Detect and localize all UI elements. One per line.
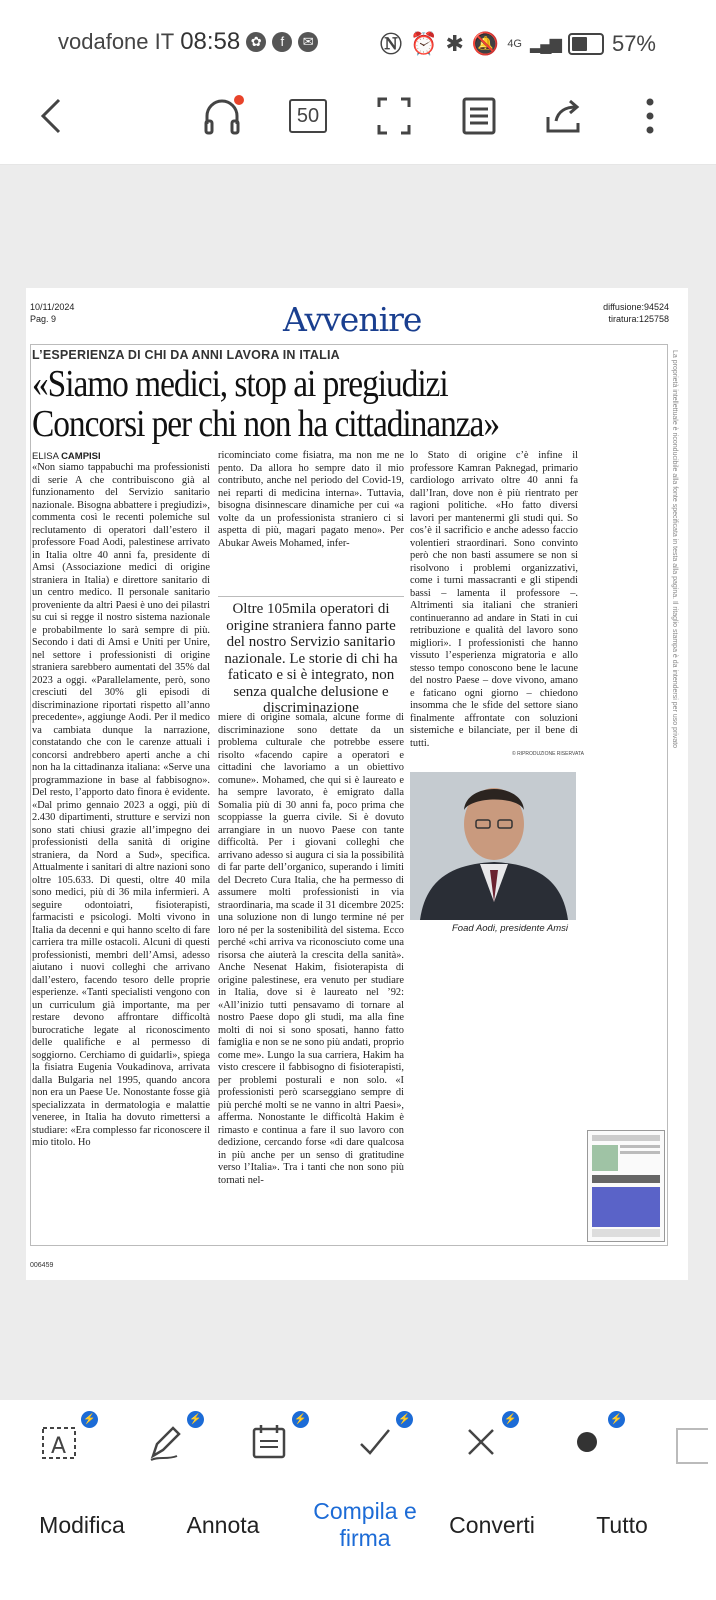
byline-last: CAMPISI bbox=[61, 451, 101, 462]
status-bar bbox=[0, 0, 716, 70]
publication-logo bbox=[283, 300, 421, 339]
page-count-button[interactable] bbox=[284, 92, 332, 140]
mute-icon: 🔕 bbox=[471, 30, 500, 56]
premium-badge-icon: ⚡ bbox=[81, 1411, 98, 1428]
article-column-2a bbox=[218, 450, 404, 586]
bluetooth-icon: ✱ bbox=[445, 30, 464, 56]
svg-text:A: A bbox=[51, 1434, 67, 1459]
column-2a-text: ricominciato come fisiatra, ma non me ne pento. Da allora ho sempre dato il mio contributo, anche nel periodo del Covid-19, nei reparti di medicina interna». Tuttavia, bisogna disinnescare dinamiche per cui «a volte da un professionista straniero ci si aspetta di più, magari pagato meno». Per Abukar Aweis Mohamed, infer- bbox=[218, 450, 404, 549]
share-icon[interactable] bbox=[540, 92, 588, 140]
doc-page: Pag. 9 bbox=[30, 314, 57, 324]
tool-label-compila-e-firma[interactable]: Compila e firma bbox=[313, 1498, 417, 1551]
column-2b-text: miere di origine somala, alcune forme di discriminazione sono dettate da un problema culturale che potrebbe essere risolto «facendo capire a operatori e cittadini che lavoriamo a un obiettivo comune». Mohamed, che qui si è laureato e ha sempre lavorato, è emigrato dalla Somalia più di 30 anni fa, poco prima che scoppiasse la guerra civile. Si è dovuto arrangiare in un nuovo Paese con tante difficoltà. Per i giovani colleghi che arrivano adesso si augura ci sia la possibilità di far parte dell’organico, superando i limiti del Decreto Cura Italia, che ha permesso di assumere molti professionisti in via straordinaria, ma scade il 31 dicembre 2025: una soluzione non di lungo termine né per loro né per la sostenibilità del sistema. Ecco perché «chi arriva va riconosciuto come una risorsa che aiuterà la crescita della sanità». Anche Nesenat Hakim, fisioterapista di origine palestinese, era venuto per studiare in Italia, dove si è laureato nel ’92: «All’inizio tutti pensavamo di tornare al nostro Paese dopo gli studi, ma alla fine molti di noi si sono sposati, hanno fatto famiglia e non se ne sono più andati, proprio come me». Lungo la sua carriera, Hakim ha visto crescere il fabbisogno di fisioterapisti, per problemi posturali e non solo. «I professionisti però scarseggiano sempre di più perché molti se ne vanno in altri Paesi», afferma. Nonostante le difficoltà Hakim è rimasto e continua a fare il suo lavoro con dedizione, cercando forse «di dare qualcosa in più anche per un senso di gratitudine verso l’Italia». Tra i tanti che non sono più tornati nel- bbox=[218, 712, 404, 1186]
top-toolbar bbox=[0, 70, 716, 165]
document-code: 006459 bbox=[30, 1262, 54, 1269]
status-right bbox=[380, 28, 656, 59]
article-column-3 bbox=[410, 450, 578, 748]
premium-badge-icon: ⚡ bbox=[608, 1411, 625, 1428]
more-vert-icon[interactable] bbox=[626, 92, 674, 140]
diffusione: diffusione:94524 bbox=[603, 302, 669, 312]
tool-label-converti[interactable]: Converti bbox=[449, 1512, 535, 1538]
article-column-2b bbox=[218, 712, 404, 1242]
headphones-icon[interactable] bbox=[198, 92, 246, 140]
article-byline bbox=[32, 451, 101, 462]
tool-label-tutto[interactable]: Tutto bbox=[596, 1512, 648, 1538]
battery-icon bbox=[568, 33, 604, 55]
reader-mode-icon[interactable] bbox=[455, 92, 503, 140]
nfc-icon: Ⓝ bbox=[380, 32, 403, 57]
premium-badge-icon: ⚡ bbox=[502, 1411, 519, 1428]
page-count-label: 50 bbox=[289, 99, 327, 133]
pull-quote: Oltre 105mila operatori di origine straniera fanno parte del nostro Servizio sanitario nazionale. Le storie di chi ha faticato e si è integrato, non senza qualche delusione e discriminazione bbox=[218, 596, 404, 717]
scroll-more-indicator[interactable] bbox=[676, 1428, 708, 1464]
lotus-icon: ✿ bbox=[246, 32, 266, 52]
clock: 08:58 bbox=[180, 28, 241, 55]
back-arrow-icon[interactable] bbox=[28, 92, 76, 140]
photo-caption: Foad Aodi, presidente Amsi bbox=[452, 923, 568, 934]
checkmark-icon[interactable] bbox=[350, 1417, 400, 1467]
article-kicker: L’ESPERIENZA DI CHI DA ANNI LAVORA IN ITALIA bbox=[32, 348, 340, 362]
side-disclaimer bbox=[664, 350, 682, 1010]
alarm-icon: ⏰ bbox=[410, 30, 438, 56]
signal-icon: ▂▄▆ bbox=[530, 35, 560, 53]
facebook-icon: f bbox=[272, 32, 292, 52]
tool-label-modifica[interactable]: Modifica bbox=[39, 1512, 125, 1538]
article-column-1 bbox=[32, 462, 210, 1240]
fill-sign-icon[interactable] bbox=[244, 1417, 294, 1467]
status-left bbox=[58, 28, 318, 56]
publication-name: Avvenire bbox=[283, 300, 422, 339]
column-3-text: lo Stato di origine c’è infine il professore Kamran Paknegad, primario cardiologo arrivato oltre 40 anni fa dall’Iran, dove non è più rientrato per ragioni politiche. «Ho fatto diversi lavori per mantenermi gli studi qui. So cos’è il sacrificio e anche adesso faccio volentieri straordinari. Sono convinto però che non basti assumere se non si risolvono i problemi organizzativi, come i turni massacranti e gli stipendi bassi – lamenta il professore –. Altrimenti sia italiani che stranieri continueranno ad andare in Stati in cui retribuzione e qualità del lavoro sono migliori». I professionisti che hanno vissuto l’esperienza migratoria e allo stesso tempo conoscono bene le lacune del nostro Paese – dove vivono, amano e faticano ogni giorno – chiedono insomma che le sfide del settore siano finalmente affrontate con soluzioni sistemiche e bilanciate, per il bene di tutti. bbox=[410, 450, 578, 748]
fullscreen-icon[interactable] bbox=[370, 92, 418, 140]
premium-badge-icon: ⚡ bbox=[187, 1411, 204, 1428]
network-type: 4G bbox=[507, 37, 522, 50]
app-notification-icon: ✉ bbox=[298, 32, 318, 52]
carrier-label: vodafone IT bbox=[58, 29, 175, 54]
page-thumbnail[interactable] bbox=[587, 1130, 665, 1242]
copyright-note: © RIPRODUZIONE RISERVATA bbox=[512, 751, 584, 757]
article-headline: «Siamo medici, stop ai pregiudizi Concorsi per chi non ha cittadinanza» bbox=[32, 363, 500, 445]
tiratura: tiratura:125758 bbox=[608, 314, 669, 324]
portrait-photo bbox=[410, 772, 576, 920]
cross-icon[interactable] bbox=[456, 1417, 506, 1467]
doc-date: 10/11/2024 bbox=[30, 302, 75, 312]
battery-percent: 57% bbox=[611, 30, 656, 56]
edit-text-icon[interactable] bbox=[34, 1417, 84, 1467]
tool-label-annota[interactable]: Annota bbox=[186, 1512, 260, 1538]
annotate-pen-icon[interactable] bbox=[142, 1417, 192, 1467]
column-1-text: «Non siamo tappabuchi ma professionisti di serie A che contribuiscono già al funzionamento del Servizio sanitario nazionale. Bisogna abbattere i pregiudizi», commenta così le recenti polemiche sul reclutamento di operatori dall’estero il professore Foad Aodi, palestinese arrivato in Italia oltre 40 anni fa, presidente di Amsi (Associazione medici di origine straniera in Italia) e direttore sanitario di un centro medico. Il personale sanitario proveniente da altri Paesi è uno dei pilastri su cui si regge il nostro sistema nazionale e probabilmente lo sarà sempre di più. Secondo i dati di Amsi e Uniti per Unire, nel settore i professionisti di origine straniera sarebbero aumentati del 35% dal 2023 a oggi. «Parallelamente, però, sono cresciuti del 30% gli episodi di discriminazione riportati rispetto all’anno precedente», aggiunge Aodi. Per il medico va cambiata dunque la narrazione, constatando che con le carenze attuali i concorsi andrebbero aperti anche a chi non ha la cittadinanza italiana: «Serve una programmazione in base al fabbisogno». Del resto, l’apporto dato finora è evidente. «Dal primo gennaio 2023 a oggi, più di 2.430 dipartimenti, strutture e servizi non sono stati chiusi grazie all’impegno dei professionisti della sanità di origine straniera, da Nord a Sud», specifica. Attualmente i sanitari di altre nazioni sono oltre 105.633. Di questi, oltre 40 mila sono medici, più di 36 mila infermieri. A seguire odontoiatri, fisioterapisti, farmacisti e psicologi. Molti vivono in Italia da decenni e qui hanno scelto di fare carriera tra mille ostacoli. Alcuni di questi professionisti, membri dell’Amsi, adesso aiutano i nuovi colleghi che arrivano dall’estero, facendo tesoro delle proprie esperienze. «Tanti specialisti vengono con un curriculum già importante, ma per restare devono affrontare difficoltà burocratiche legate al riconoscimento delle qualifiche e al permesso di soggiorno. Cerchiamo di guidarli», spiega la fisiatra Eugenia Voukadinova, arrivata dalla Bulgaria nel 1995, quando ancora non era un Paese Ue. Nonostante fosse già specializzata in dermatologia e malattie veneree, in Italia ha dovuto rimettersi a studiare: «Era complesso far riconoscere il mio titolo. Ho bbox=[32, 462, 210, 1148]
side-disclaimer-text: La proprietà intellettuale è riconducibile alla fonte specificata in testa alla pagina. Il ritaglio stampa è da intendersi per uso privato bbox=[671, 350, 678, 749]
premium-badge-icon: ⚡ bbox=[396, 1411, 413, 1428]
byline-first: ELISA bbox=[32, 451, 59, 462]
premium-badge-icon: ⚡ bbox=[292, 1411, 309, 1428]
dot-icon[interactable] bbox=[562, 1417, 612, 1467]
